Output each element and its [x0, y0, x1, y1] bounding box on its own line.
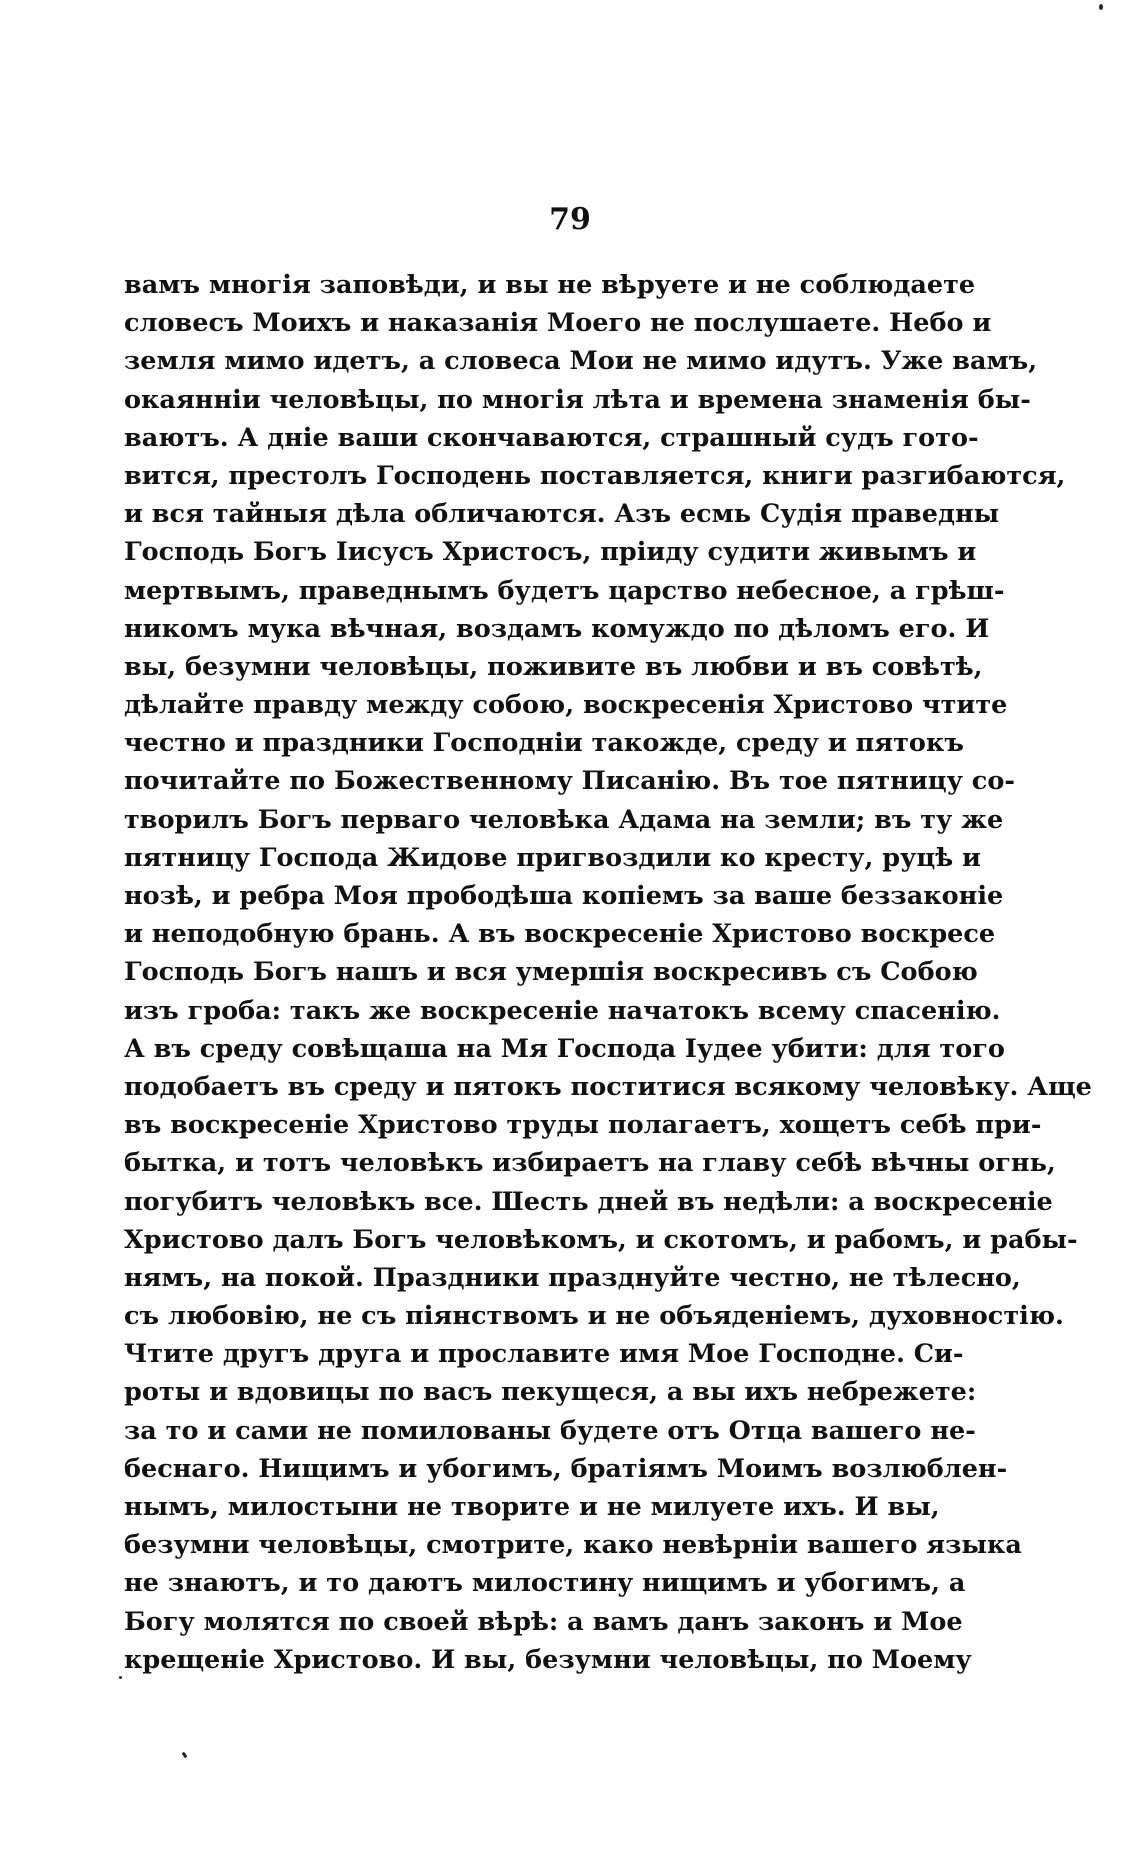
text-line: Христово далъ Богъ человѣкомъ, и скотомъ, и рабомъ, и рабы-	[124, 1224, 1078, 1255]
text-line: пятницу Господа Жидове пригвоздили ко кресту, руцѣ и	[124, 842, 981, 873]
text-line: погубитъ человѣкъ все. Шесть дней въ недѣли: а воскресеніе	[124, 1186, 1053, 1217]
text-line: изъ гроба: такъ же воскресеніе начатокъ всему спасенію.	[124, 995, 1001, 1026]
text-line: нымъ, милостыни не творите и не милуете ихъ. И вы,	[124, 1492, 940, 1522]
text-line: земля мимо идетъ, а словеса Мои не мимо идутъ. Уже вамъ,	[124, 346, 1038, 377]
text-line: Чтите другъ друга и прославите имя Мое Господне. Си-	[124, 1339, 964, 1370]
text-line: А въ среду совѣщаша на Мя Господа Іудее убити: для того	[124, 1033, 1005, 1064]
text-line: безумни человѣцы, смотрите, како невѣрніи вашего языка	[124, 1530, 1022, 1561]
scan-speck	[119, 1676, 122, 1679]
text-line: беснаго. Нищимъ и убогимъ, братіямъ Моимъ возлюблен-	[124, 1453, 1008, 1484]
text-line: Господь Богъ нашъ и вся умершія воскресивъ съ Собою	[124, 957, 978, 988]
text-line: творилъ Богъ перваго человѣка Адама на земли; въ ту же	[124, 804, 1004, 835]
text-line: Господь Богъ Іисусъ Христосъ, пріиду судити живымъ и	[124, 537, 977, 568]
text-line: честно и праздники Господніи такожде, среду и пятокъ	[124, 728, 964, 759]
page-number: 79	[549, 202, 591, 237]
text-line: дѣлайте правду между собою, воскресенія Христово чтите	[124, 690, 1008, 721]
text-line: вится, престолъ Господень поставляется, книги разгибаются,	[124, 460, 1066, 491]
text-line: за то и сами не помилованы будете отъ Отца вашего не-	[124, 1415, 976, 1446]
text-line: вамъ многія заповѣди, и вы не вѣруете и не соблюдаете	[124, 270, 976, 300]
text-line: въ воскресеніе Христово труды полагаетъ, хощетъ себѣ при-	[124, 1110, 1042, 1141]
text-line: никомъ мука вѣчная, воздамъ комуждо по дѣломъ его. И	[124, 613, 990, 644]
text-line: нямъ, на покой. Праздники празднуйте честно, не тѣлесно,	[124, 1262, 1021, 1293]
text-line: крещеніе Христово. И вы, безумни человѣцы, по Моему	[124, 1644, 972, 1675]
text-line: и вся тайныя дѣла обличаются. Азъ есмь Судія праведны	[124, 499, 1000, 530]
text-line: почитайте по Божественному Писанію. Въ тое пятницу со-	[124, 766, 1015, 797]
scan-speck	[182, 1752, 188, 1759]
text-line: окаянніи человѣцы, по многія лѣта и времена знаменія бы-	[124, 384, 1031, 415]
text-line: подобаетъ въ среду и пятокъ поститися всякому человѣку. Аще	[124, 1071, 1092, 1102]
text-line: съ любовію, не съ піянствомъ и не объяденіемъ, духовностію.	[124, 1301, 1064, 1332]
text-line: Богу молятся по своей вѣрѣ: а вамъ данъ законъ и Мое	[124, 1606, 963, 1637]
text-line: мертвымъ, праведнымъ будетъ царство небесное, а грѣш-	[124, 575, 1005, 606]
text-line: нозѣ, и ребра Моя прободѣша копіемъ за ваше беззаконіе	[124, 881, 1004, 911]
scan-speck	[1099, 4, 1103, 10]
text-line: роты и вдовицы по васъ пекущеся, а вы ихъ небрежете:	[124, 1377, 977, 1408]
text-line: не знаютъ, и то даютъ милостину нищимъ и убогимъ, а	[124, 1568, 966, 1599]
text-line: словесъ Моихъ и наказанія Моего не послушаете. Небо и	[124, 308, 992, 339]
text-line: бытка, и тотъ человѣкъ избираетъ на главу себѣ вѣчны огнь,	[124, 1148, 1056, 1179]
text-line: вы, безумни человѣцы, поживите въ любви и въ совѣтѣ,	[124, 651, 983, 682]
body-text	[124, 266, 1092, 1679]
text-line: и неподобную брань. А въ воскресеніе Христово воскресе	[124, 919, 996, 950]
text-line: ваютъ. А дніе ваши скончаваются, страшный судъ гото-	[124, 422, 979, 453]
